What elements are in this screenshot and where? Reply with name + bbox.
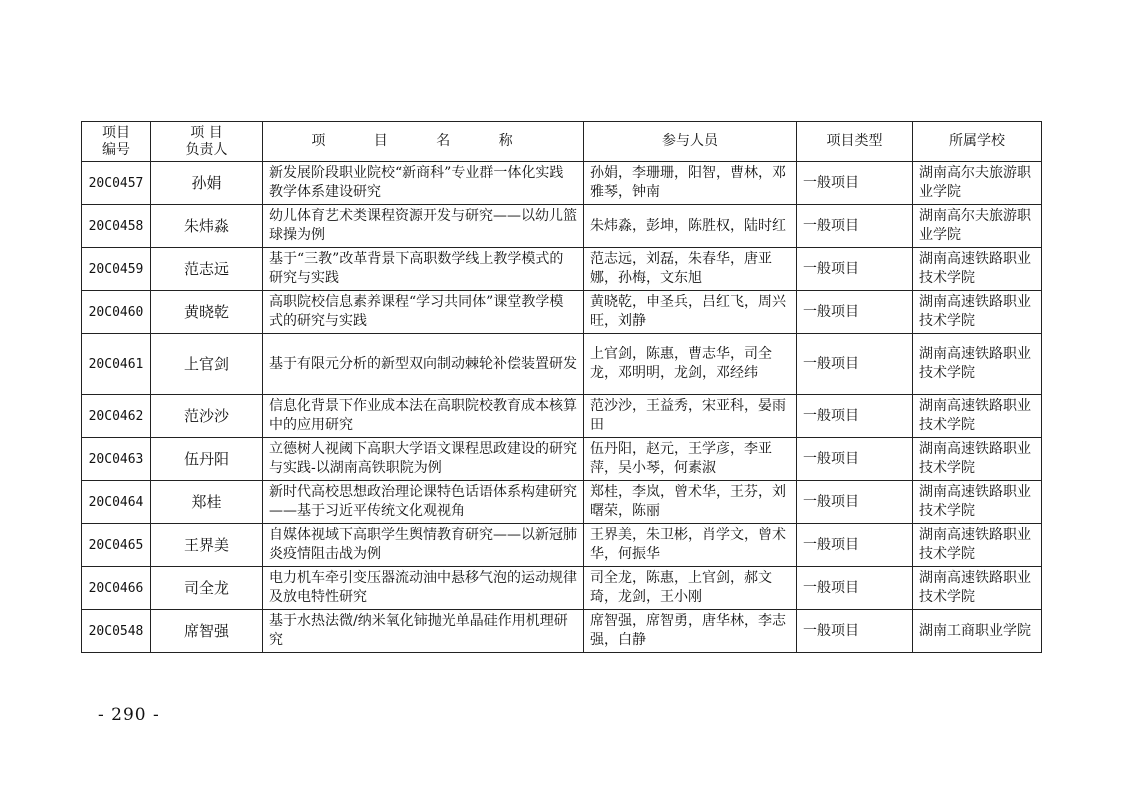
header-school: 所属学校 xyxy=(913,122,1042,162)
header-project-name-text: 项 目 名 称 xyxy=(311,133,535,149)
cell-project-name: 基于水热法微/纳米氧化铈抛光单晶硅作用机理研究 xyxy=(263,610,584,653)
table-row xyxy=(82,248,1042,291)
cell-school: 湖南工商职业学院 xyxy=(913,610,1042,653)
cell-school: 湖南高尔夫旅游职业学院 xyxy=(913,162,1042,205)
cell-school: 湖南高速铁路职业技术学院 xyxy=(913,481,1042,524)
cell-school: 湖南高速铁路职业技术学院 xyxy=(913,334,1042,395)
table-row xyxy=(82,205,1042,248)
table-row xyxy=(82,291,1042,334)
cell-leader: 朱炜淼 xyxy=(151,205,263,248)
cell-leader: 孙娟 xyxy=(151,162,263,205)
cell-project-type: 一般项目 xyxy=(797,205,913,248)
cell-leader: 黄晓乾 xyxy=(151,291,263,334)
cell-members: 王界美，朱卫彬，肖学文，曾术华，何振华 xyxy=(584,524,797,567)
cell-project-no: 20C0463 xyxy=(82,438,151,481)
table-row xyxy=(82,524,1042,567)
cell-project-name: 高职院校信息素养课程“学习共同体”课堂教学模式的研究与实践 xyxy=(263,291,584,334)
cell-project-name: 电力机车牵引变压器流动油中悬移气泡的运动规律及放电特性研究 xyxy=(263,567,584,610)
cell-members: 黄晓乾，申圣兵，吕红飞，周兴旺，刘静 xyxy=(584,291,797,334)
cell-leader: 王界美 xyxy=(151,524,263,567)
cell-project-type: 一般项目 xyxy=(797,567,913,610)
cell-project-no: 20C0461 xyxy=(82,334,151,395)
cell-leader: 伍丹阳 xyxy=(151,438,263,481)
cell-members: 孙娟，李珊珊，阳智，曹林，邓雅琴，钟南 xyxy=(584,162,797,205)
projects-table xyxy=(81,121,1042,653)
table-row xyxy=(82,610,1042,653)
cell-project-no: 20C0465 xyxy=(82,524,151,567)
cell-leader: 范沙沙 xyxy=(151,395,263,438)
cell-school: 湖南高速铁路职业技术学院 xyxy=(913,438,1042,481)
cell-school: 湖南高速铁路职业技术学院 xyxy=(913,395,1042,438)
cell-members: 郑桂，李岚，曾术华，王芬，刘曙荣，陈丽 xyxy=(584,481,797,524)
cell-members: 上官剑，陈惠，曹志华，司全龙，邓明明，龙剑，邓经纬 xyxy=(584,334,797,395)
cell-members: 司全龙，陈惠，上官剑，郝文琦，龙剑，王小刚 xyxy=(584,567,797,610)
cell-project-no: 20C0460 xyxy=(82,291,151,334)
cell-project-name: 立德树人视阈下高职大学语文课程思政建设的研究与实践-以湖南高铁职院为例 xyxy=(263,438,584,481)
table-row xyxy=(82,162,1042,205)
cell-project-no: 20C0466 xyxy=(82,567,151,610)
cell-project-name: 自媒体视域下高职学生舆情教育研究——以新冠肺炎疫情阻击战为例 xyxy=(263,524,584,567)
table-row xyxy=(82,395,1042,438)
cell-project-type: 一般项目 xyxy=(797,334,913,395)
page-number: - 290 - xyxy=(98,705,160,725)
cell-project-type: 一般项目 xyxy=(797,162,913,205)
cell-project-no: 20C0548 xyxy=(82,610,151,653)
header-members: 参与人员 xyxy=(584,122,797,162)
cell-project-name: 基于“三教”改革背景下高职数学线上教学模式的研究与实践 xyxy=(263,248,584,291)
cell-project-type: 一般项目 xyxy=(797,395,913,438)
header-row xyxy=(82,122,1042,162)
table-row xyxy=(82,567,1042,610)
table-row xyxy=(82,481,1042,524)
cell-project-no: 20C0464 xyxy=(82,481,151,524)
cell-project-no: 20C0458 xyxy=(82,205,151,248)
cell-members: 范沙沙，王益秀，宋亚科，晏雨田 xyxy=(584,395,797,438)
cell-project-name: 信息化背景下作业成本法在高职院校教育成本核算中的应用研究 xyxy=(263,395,584,438)
table-row xyxy=(82,334,1042,395)
cell-project-no: 20C0462 xyxy=(82,395,151,438)
cell-leader: 司全龙 xyxy=(151,567,263,610)
cell-school: 湖南高速铁路职业技术学院 xyxy=(913,524,1042,567)
cell-leader: 上官剑 xyxy=(151,334,263,395)
cell-school: 湖南高速铁路职业技术学院 xyxy=(913,291,1042,334)
cell-project-type: 一般项目 xyxy=(797,481,913,524)
cell-project-no: 20C0459 xyxy=(82,248,151,291)
cell-members: 席智强，席智勇，唐华林，李志强，白静 xyxy=(584,610,797,653)
cell-leader: 郑桂 xyxy=(151,481,263,524)
header-project-name xyxy=(263,122,584,162)
cell-project-type: 一般项目 xyxy=(797,610,913,653)
cell-members: 朱炜淼，彭坤，陈胜权，陆时红 xyxy=(584,205,797,248)
cell-members: 范志远，刘磊，朱春华，唐亚娜，孙梅，文东旭 xyxy=(584,248,797,291)
header-type: 项目类型 xyxy=(797,122,913,162)
cell-project-name: 新时代高校思想政治理论课特色话语体系构建研究——基于习近平传统文化观视角 xyxy=(263,481,584,524)
cell-project-name: 基于有限元分析的新型双向制动棘轮补偿装置研发 xyxy=(263,334,584,395)
cell-project-type: 一般项目 xyxy=(797,524,913,567)
cell-project-name: 幼儿体育艺术类课程资源开发与研究——以幼儿篮球操为例 xyxy=(263,205,584,248)
cell-school: 湖南高速铁路职业技术学院 xyxy=(913,248,1042,291)
cell-school: 湖南高尔夫旅游职业学院 xyxy=(913,205,1042,248)
cell-project-type: 一般项目 xyxy=(797,291,913,334)
cell-leader: 席智强 xyxy=(151,610,263,653)
cell-project-name: 新发展阶段职业院校“新商科”专业群一体化实践教学体系建设研究 xyxy=(263,162,584,205)
cell-school: 湖南高速铁路职业技术学院 xyxy=(913,567,1042,610)
cell-project-no: 20C0457 xyxy=(82,162,151,205)
header-project-no: 项目 编号 xyxy=(82,122,151,162)
cell-project-type: 一般项目 xyxy=(797,438,913,481)
header-leader: 项 目 负责人 xyxy=(151,122,263,162)
cell-project-type: 一般项目 xyxy=(797,248,913,291)
table-row xyxy=(82,438,1042,481)
cell-members: 伍丹阳，赵元，王学彦，李亚萍，吴小琴，何素淑 xyxy=(584,438,797,481)
cell-leader: 范志远 xyxy=(151,248,263,291)
